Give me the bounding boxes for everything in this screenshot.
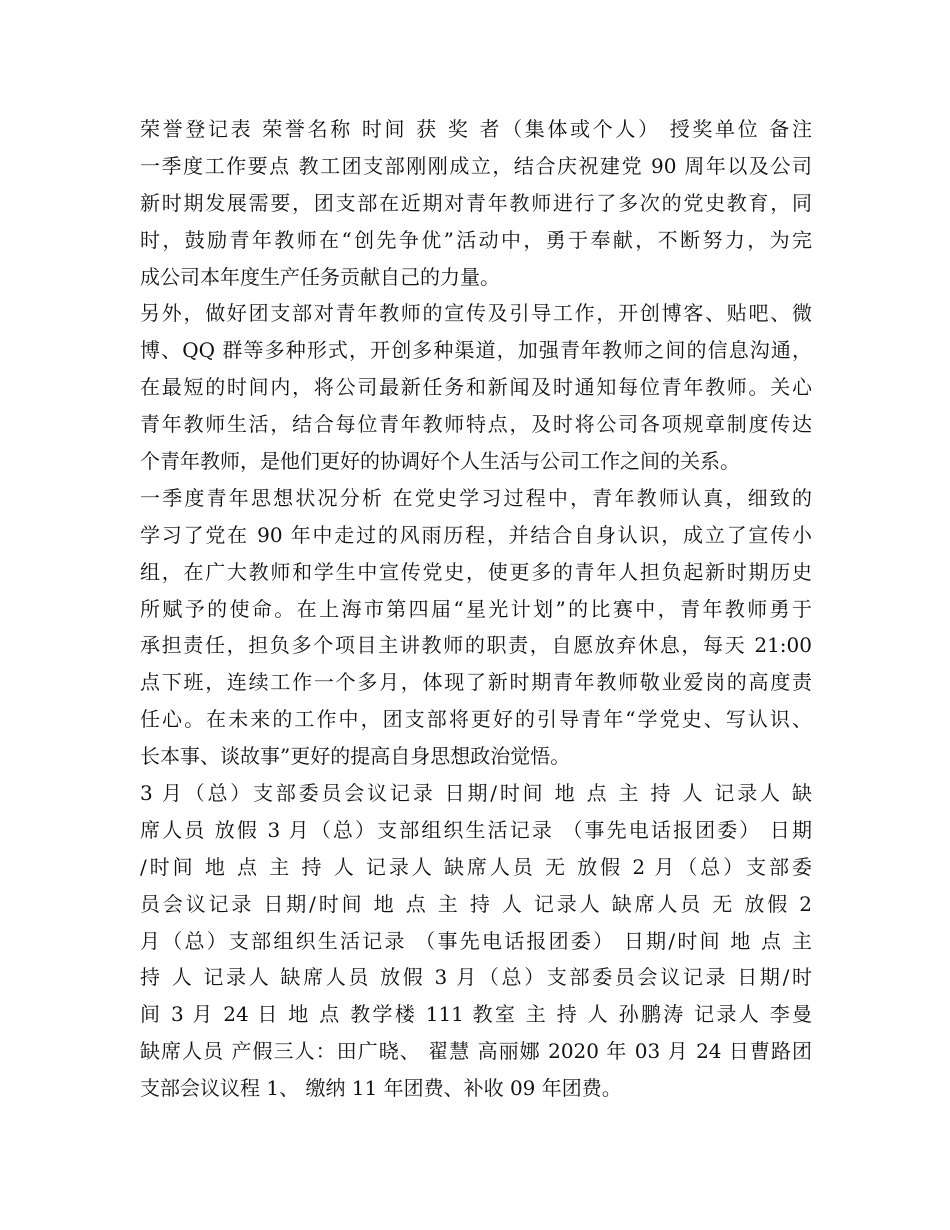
text-line: 长本事、谈故事”更好的提高自身思想政治觉悟。 <box>140 744 571 769</box>
text-line: 缺席人员 产假三人：田广晓、 翟慧 高丽娜 2020 年 03 月 24 日曹路团 <box>140 1039 812 1064</box>
text-line: 一季度工作要点 教工团支部刚刚成立，结合庆祝建党 90 周年以及公司 <box>140 153 812 178</box>
text-line: 3 月（总）支部委员会议记录 日期/时间 地 点 主 持 人 记录人 缺 <box>140 781 812 806</box>
text-line: 任心。在未来的工作中，团支部将更好的引导青年“学党史、写认识、 <box>140 707 812 732</box>
text-line: 员会议记录 日期/时间 地 点 主 持 人 记录人 缺席人员 无 放假 2 <box>140 891 812 916</box>
text-line: 个青年教师，是他们更好的协调好个人生活与公司工作之间的关系。 <box>140 449 740 474</box>
text-line: 学习了党在 90 年中走过的风雨历程，并结合自身认识，成立了宣传小 <box>140 522 812 547</box>
text-line: 一季度青年思想状况分析 在党史学习过程中，青年教师认真，细致的 <box>140 485 812 510</box>
text-line: 组，在广大教师和学生中宣传党史，使更多的青年人担负起新时期历史 <box>140 559 812 584</box>
text-line: 间 3 月 24 日 地 点 教学楼 111 教室 主 持 人 孙鹏涛 记录人 李曼 <box>140 1002 812 1027</box>
text-line: 新时期发展需要，团支部在近期对青年教师进行了多次的党史教育，同 <box>140 190 812 215</box>
text-line: 点下班，连续工作一个多月，体现了新时期青年教师敬业爱岗的高度责 <box>140 670 812 695</box>
text-line: 博、QQ 群等多种形式，开创多种渠道，加强青年教师之间的信息沟通， <box>140 338 812 363</box>
text-line: 所赋予的使命。在上海市第四届“星光计划”的比赛中，青年教师勇于 <box>140 596 812 621</box>
text-line: 青年教师生活，结合每位青年教师特点，及时将公司各项规章制度传达 <box>140 412 812 437</box>
text-line: 月（总）支部组织生活记录 （事先电话报团委） 日期/时间 地 点 主 <box>140 928 812 953</box>
text-line: 支部会议议程 1、 缴纳 11 年团费、补收 09 年团费。 <box>140 1076 622 1101</box>
text-line: 时，鼓励青年教师在“创先争优”活动中，勇于奉献，不断努力，为完 <box>140 227 812 252</box>
document-body <box>140 111 812 1107</box>
text-line: 成公司本年度生产任务贡献自己的力量。 <box>140 264 500 289</box>
text-line: 荣誉登记表 荣誉名称 时间 获 奖 者（集体或个人） 授奖单位 备注 <box>140 117 812 141</box>
text-line: /时间 地 点 主 持 人 记录人 缺席人员 无 放假 2 月（总）支部委 <box>140 854 812 879</box>
text-line: 持 人 记录人 缺席人员 放假 3 月（总）支部委员会议记录 日期/时 <box>140 965 812 990</box>
text-line: 席人员 放假 3 月（总）支部组织生活记录 （事先电话报团委） 日期 <box>140 817 812 842</box>
text-line: 另外，做好团支部对青年教师的宣传及引导工作，开创博客、贴吧、微 <box>140 301 812 326</box>
text-line: 承担责任，担负多个项目主讲教师的职责，自愿放弃休息，每天 21:00 <box>140 633 812 658</box>
text-line: 在最短的时间内，将公司最新任务和新闻及时通知每位青年教师。关心 <box>140 375 812 400</box>
